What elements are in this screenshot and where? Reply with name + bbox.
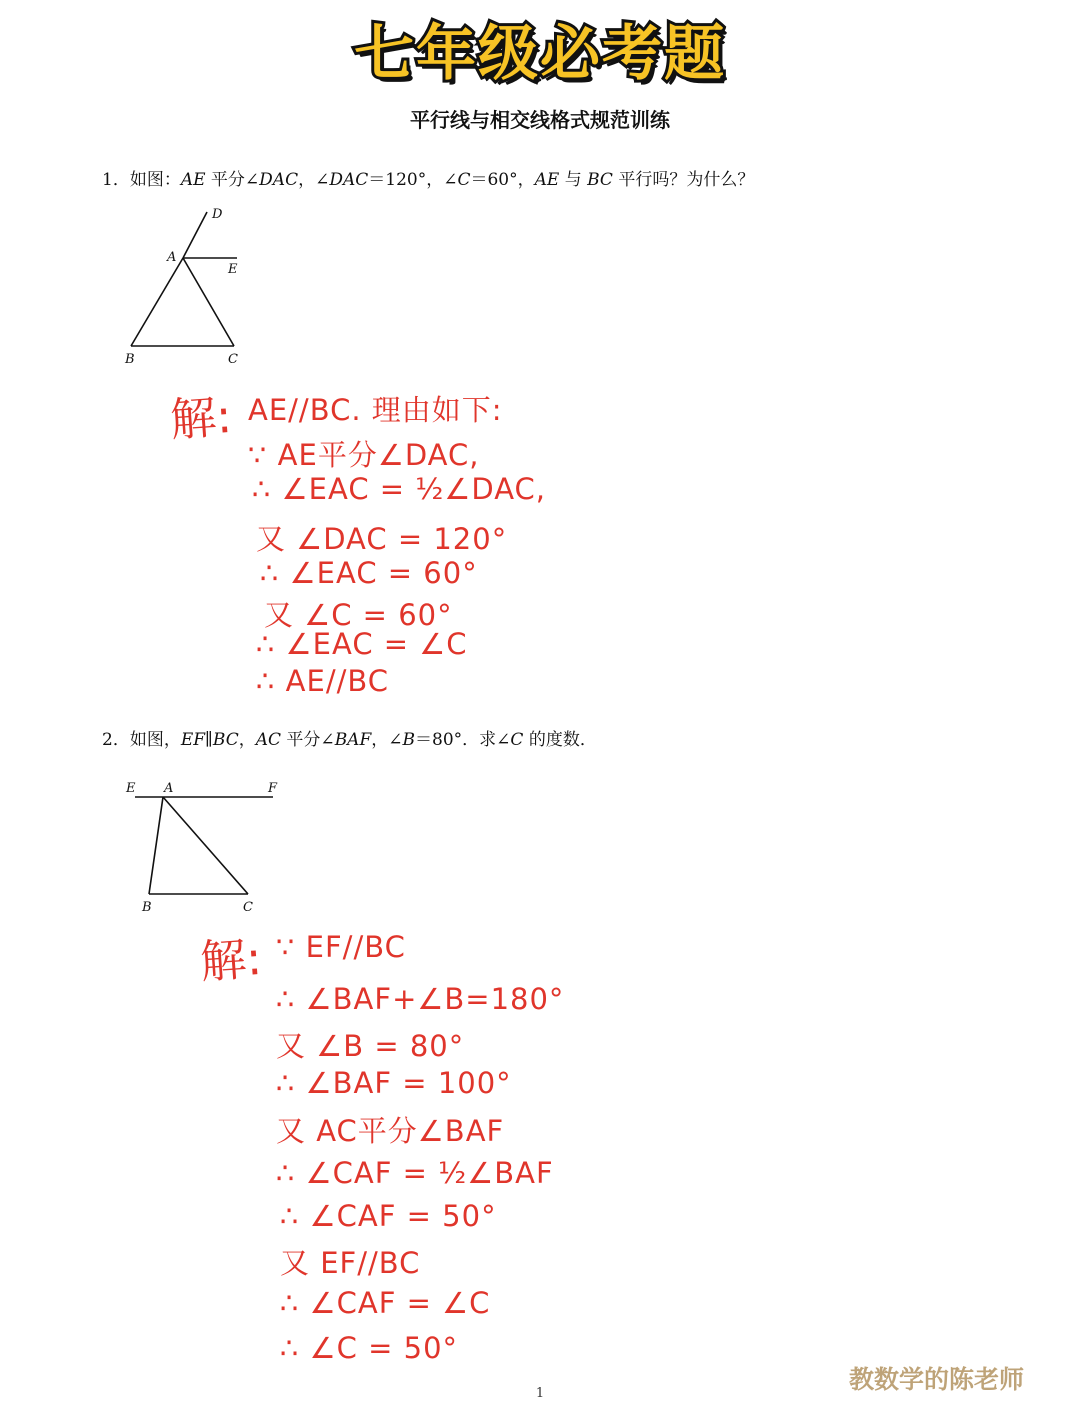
- q2-t2: ，: [238, 730, 256, 750]
- q2-t1: ∥: [205, 730, 213, 750]
- q2-p4: BAF: [334, 730, 372, 750]
- label-b: B: [125, 352, 135, 367]
- q1-solution-line: AE//BC. 理由如下:: [248, 393, 503, 427]
- q1-p6: BC: [587, 170, 613, 190]
- q1-solution-label: 解:: [168, 388, 234, 448]
- q2-t6: 的度数．: [523, 730, 597, 750]
- label-c: C: [243, 900, 253, 915]
- q1-t4: ＝60°，: [470, 170, 535, 190]
- q1-t3: ＝120°，∠: [368, 170, 458, 190]
- label-b: B: [142, 900, 152, 915]
- q2-solution-line: 又 EF//BC: [280, 1246, 421, 1280]
- q2-p3: AC: [255, 730, 282, 750]
- q1-solution-line: ∴ ∠EAC = 60°: [260, 556, 478, 590]
- label-e: E: [228, 262, 238, 277]
- q2-t3: 平分∠: [281, 730, 335, 750]
- label-a: A: [167, 250, 177, 265]
- q2-solution-line: ∴ ∠BAF = 100°: [276, 1066, 512, 1100]
- label-e: E: [126, 781, 136, 796]
- q1-p4: C: [457, 170, 471, 190]
- line-ac: [183, 258, 234, 346]
- label-d: D: [212, 207, 223, 222]
- q2-solution-line: ∴ ∠BAF+∠B=180°: [276, 982, 565, 1016]
- q2-solution-line: ∵ EF//BC: [276, 930, 406, 964]
- line-ab: [131, 258, 183, 346]
- q1-prefix: 1．如图：: [102, 170, 181, 190]
- line-ad: [183, 212, 207, 258]
- q2-solution-line: ∴ ∠CAF = ½∠BAF: [276, 1156, 554, 1190]
- q1-solution-line: ∴ ∠EAC = ∠C: [256, 627, 468, 661]
- question-2-text: [102, 725, 597, 750]
- q2-solution-line: ∴ ∠C = 50°: [280, 1331, 459, 1365]
- q2-p6: C: [510, 730, 524, 750]
- q2-solution-line: ∴ ∠CAF = 50°: [280, 1199, 497, 1233]
- q2-t4: ，∠: [371, 730, 403, 750]
- q1-solution-line: ∴ ∠EAC = ½∠DAC,: [252, 472, 547, 506]
- q1-t6: 平行吗？为什么？: [612, 170, 755, 190]
- q2-solution-line: ∴ ∠CAF = ∠C: [280, 1286, 491, 1320]
- line-ac: [163, 797, 248, 894]
- q1-solution-line: 又 ∠C = 60°: [264, 598, 453, 632]
- label-c: C: [228, 352, 238, 367]
- q2-solution-line: 又 AC平分∠BAF: [276, 1114, 505, 1148]
- line-ab: [149, 797, 163, 894]
- page-number: 1: [535, 1386, 545, 1401]
- q1-t2: ，∠: [298, 170, 330, 190]
- watermark: 教数学的陈老师: [848, 1365, 1024, 1394]
- q2-p5: B: [402, 730, 416, 750]
- figure-1: [110, 200, 270, 379]
- page-banner: 七年级必考题: [354, 19, 726, 89]
- q2-p1: EF: [180, 730, 206, 750]
- q1-t5: 与: [559, 170, 588, 190]
- q1-solution-line: 又 ∠DAC = 120°: [256, 522, 508, 556]
- q2-prefix: 2．如图，: [102, 730, 181, 750]
- q2-solution-line: 又 ∠B = 80°: [276, 1029, 465, 1063]
- q1-p2: DAC: [259, 170, 299, 190]
- q1-solution-line: ∴ AE//BC: [256, 664, 390, 698]
- question-1-text: [102, 165, 754, 190]
- figure-2: [115, 775, 295, 924]
- q2-t5: ＝80°．求∠: [415, 730, 511, 750]
- q2-p2: BC: [212, 730, 239, 750]
- q1-solution-line: ∵ AE平分∠DAC,: [248, 438, 480, 472]
- page-subtitle: 平行线与相交线格式规范训练: [410, 108, 670, 132]
- q1-p3: DAC: [329, 170, 369, 190]
- q2-solution-label: 解:: [198, 930, 264, 990]
- q1-p5: AE: [534, 170, 560, 190]
- q1-p1: AE: [180, 170, 206, 190]
- label-a: A: [164, 781, 174, 796]
- label-f: F: [268, 781, 278, 796]
- q1-t1: 平分∠: [205, 170, 260, 190]
